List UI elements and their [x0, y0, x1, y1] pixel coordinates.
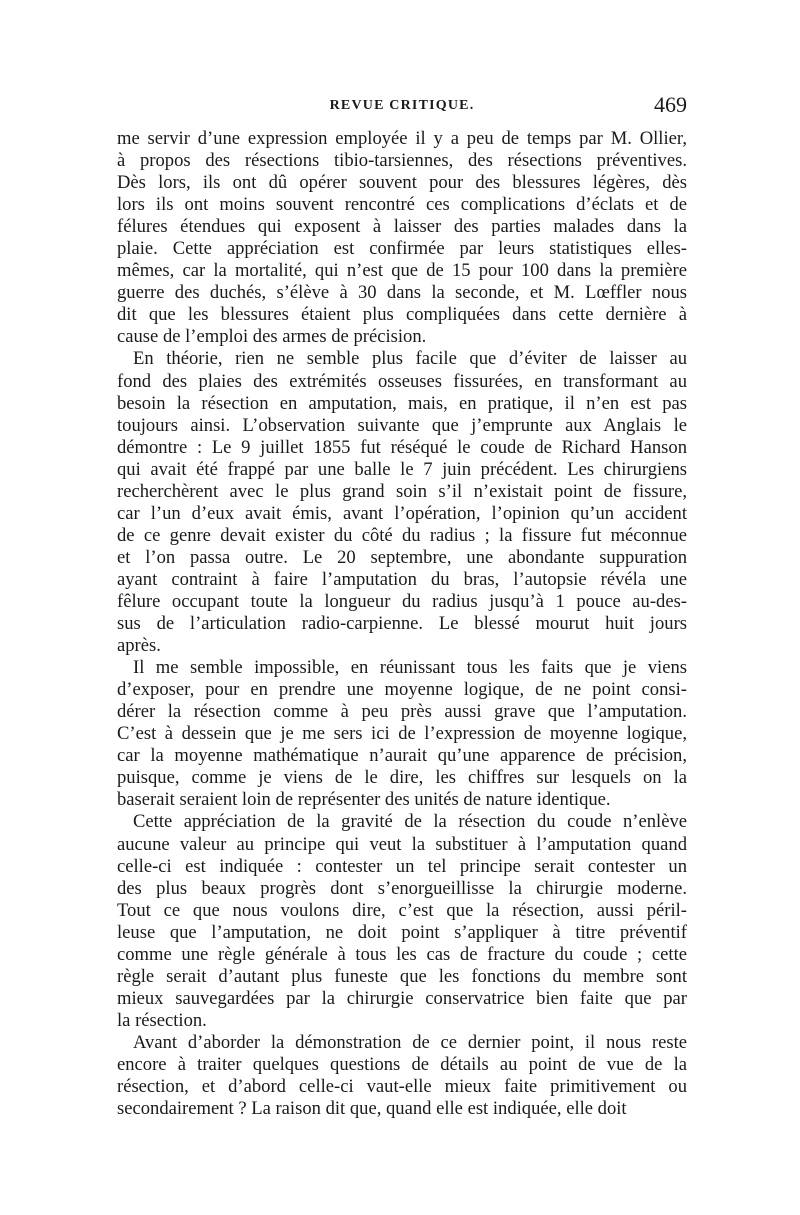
text-line: qui avait été frappé par une balle le 7 juin précédent. Les chirurgiens [117, 458, 687, 480]
text-line: leuse que l’amputation, ne doit point s’appliquer à titre préventif [117, 921, 687, 943]
text-line: et l’on passa outre. Le 20 septembre, une abondante suppuration [117, 546, 687, 568]
body-text [117, 128, 687, 1120]
text-line: de ce genre devait exister du côté du radius ; la fissure fut méconnue [117, 524, 687, 546]
text-line: C’est à dessein que je me sers ici de l’expression de moyenne logique, [117, 723, 687, 745]
text-line: baserait seraient loin de représenter des unités de nature identique. [117, 789, 611, 811]
text-line: plaie. Cette appréciation est confirmée par leurs statistiques elles- [117, 238, 687, 260]
text-line: ayant contraint à faire l’amputation du bras, l’autopsie révéla une [117, 568, 687, 590]
text-line: dérer la résection comme à peu près aussi grave que l’amputation. [117, 701, 687, 723]
text-line: Avant d’aborder la démonstration de ce dernier point, il nous reste [133, 1031, 687, 1053]
text-line: Dès lors, ils ont dû opérer souvent pour des blessures légères, dès [117, 172, 687, 194]
paragraph [117, 348, 687, 657]
page-number: 469 [654, 92, 687, 117]
text-line: mêmes, car la mortalité, qui n’est que de 15 pour 100 dans la première [117, 260, 687, 282]
text-line: dit que les blessures étaient plus compliquées dans cette dernière à [117, 304, 687, 326]
text-line: besoin la résection en amputation, mais, en pratique, il n’en est pas [117, 392, 687, 414]
text-line: à propos des résections tibio-tarsiennes, des résections préventives. [117, 150, 687, 172]
text-line: me servir d’une expression employée il y a peu de temps par M. Ollier, [117, 128, 687, 149]
text-line: après. [117, 635, 161, 657]
text-line: mieux sauvegardées par la chirurgie conservatrice bien faite que par [117, 987, 687, 1009]
page-header [117, 92, 687, 120]
text-line: car la moyenne mathématique n’aurait qu’une apparence de précision, [117, 745, 687, 767]
text-line: Il me semble impossible, en réunissant tous les faits que je viens [133, 657, 687, 679]
text-line: encore à traiter quelques questions de détails au point de vue de la [117, 1053, 687, 1075]
text-line: En théorie, rien ne semble plus facile que d’éviter de laisser au [133, 348, 687, 370]
text-line: puisque, comme je viens de le dire, les chiffres sur lesquels on la [117, 767, 687, 789]
paragraph [117, 1032, 687, 1120]
text-line: sus de l’articulation radio-carpienne. Le blessé mourut huit jours [117, 613, 687, 635]
text-line: cause de l’emploi des armes de précision. [117, 326, 427, 348]
text-line: fond des plaies des extrémités osseuses fissurées, en transformant au [117, 370, 687, 392]
text-line: secondairement ? La raison dit que, quand elle est indiquée, elle doit [117, 1098, 627, 1120]
text-line: règle serait d’autant plus funeste que les fonctions du membre sont [117, 965, 687, 987]
running-title: REVUE CRITIQUE. [329, 98, 475, 113]
text-line: car l’un d’eux avait émis, avant l’opération, l’opinion qu’un accident [117, 502, 687, 524]
text-line: Tout ce que nous voulons dire, c’est que la résection, aussi péril- [117, 899, 687, 921]
text-line: toujours ainsi. L’observation suivante que j’emprunte aux Anglais le [117, 414, 687, 436]
text-line: la résection. [117, 1009, 207, 1031]
paragraph [117, 811, 687, 1031]
text-line: résection, et d’abord celle-ci vaut-elle mieux faite primitivement ou [117, 1076, 687, 1098]
text-line: des plus beaux progrès dont s’enorgueillisse la chirurgie moderne. [117, 877, 687, 899]
text-line: aucune valeur au principe qui veut la substituer à l’amputation quand [117, 833, 687, 855]
paragraph [117, 128, 687, 348]
text-line: lors ils ont moins souvent rencontré ces complications d’éclats et de [117, 194, 687, 216]
text-line: comme une règle générale à tous les cas de fracture du coude ; cette [117, 943, 687, 965]
paragraph [117, 657, 687, 811]
text-line: d’exposer, pour en prendre une moyenne logique, de ne point consi- [117, 679, 687, 701]
text-line: recherchèrent avec le plus grand soin s’il n’existait point de fissure, [117, 480, 687, 502]
text-line: démontre : Le 9 juillet 1855 fut réséqué le coude de Richard Hanson [117, 436, 687, 458]
text-line: celle-ci est indiquée : contester un tel principe serait contester un [117, 855, 687, 877]
text-line: félures étendues qui exposent à laisser des parties malades dans la [117, 216, 687, 238]
text-line: guerre des duchés, s’élève à 30 dans la seconde, et M. Lœffler nous [117, 282, 687, 304]
text-line: Cette appréciation de la gravité de la résection du coude n’enlève [133, 811, 687, 833]
text-line: fêlure occupant toute la longueur du radius jusqu’à 1 pouce au-des- [117, 590, 687, 612]
